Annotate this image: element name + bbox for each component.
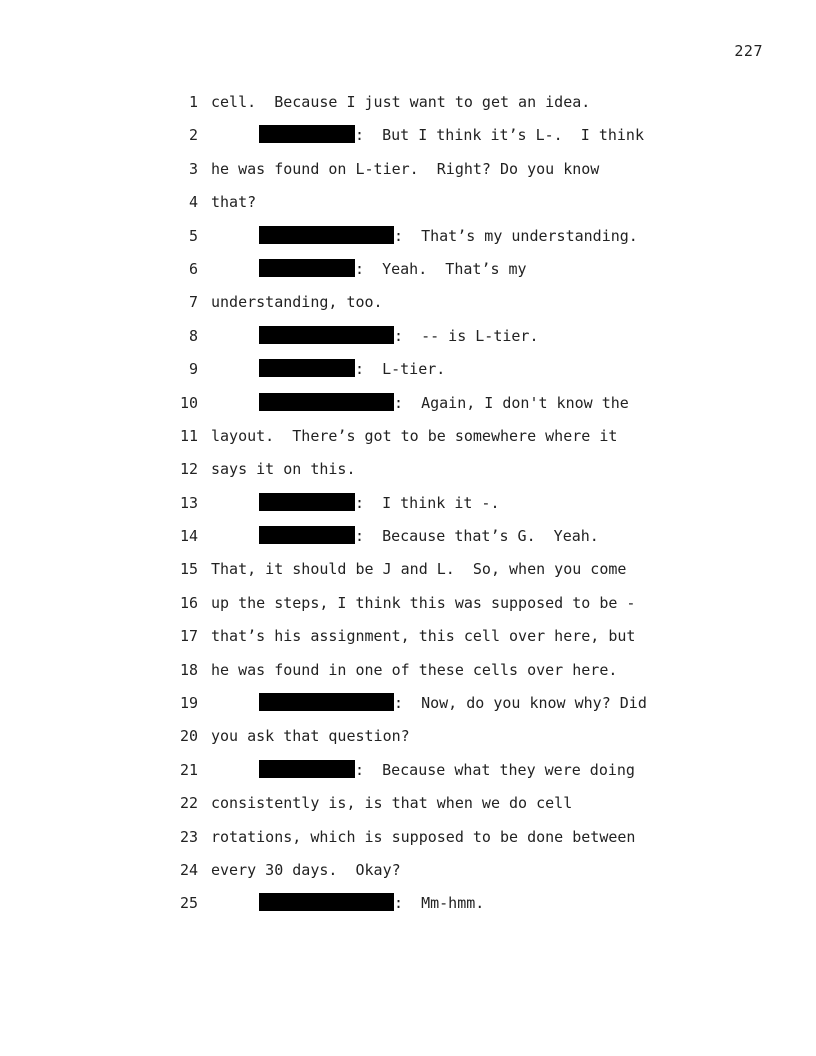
line-text-container (259, 353, 445, 386)
line-text: rotations, which is supposed to be done between (211, 827, 636, 846)
line-text: that’s his assignment, this cell over here, but (211, 627, 636, 646)
redacted-speaker-name (259, 259, 355, 277)
line-text-container (211, 620, 635, 653)
line-text-container (259, 387, 629, 420)
transcript-line (0, 119, 816, 152)
transcript-line (0, 854, 816, 887)
transcript-line (0, 754, 816, 787)
line-number: 9 (188, 360, 198, 379)
redacted-speaker-name (259, 393, 394, 411)
line-number: 21 (179, 760, 198, 779)
line-text-container (259, 754, 635, 787)
line-text-container (259, 887, 484, 920)
line-text-container (211, 420, 617, 453)
line-number: 3 (188, 159, 198, 178)
line-text-container (259, 320, 539, 353)
line-number: 6 (188, 259, 198, 278)
line-text-container (211, 587, 635, 620)
transcript-line (0, 286, 816, 319)
line-text: : But I think it’s L-. I think (355, 126, 644, 145)
transcript-line (0, 320, 816, 353)
line-text: : L-tier. (355, 360, 446, 379)
line-text: : I think it -. (355, 493, 500, 512)
line-text-container (259, 520, 599, 553)
line-text: understanding, too. (211, 293, 383, 312)
line-text-container (259, 487, 500, 520)
line-text-container (259, 687, 647, 720)
line-number: 12 (179, 460, 198, 479)
line-text-container (211, 153, 599, 186)
transcript-line (0, 453, 816, 486)
transcript-line (0, 620, 816, 653)
line-text: That, it should be J and L. So, when you come (211, 560, 627, 579)
line-text: cell. Because I just want to get an idea. (211, 93, 591, 111)
line-text-container (211, 821, 635, 854)
line-number: 16 (179, 593, 198, 612)
redacted-speaker-name (259, 226, 394, 244)
line-number: 5 (188, 226, 198, 245)
line-text: that? (211, 193, 257, 212)
line-text: layout. There’s got to be somewhere where it (211, 426, 618, 445)
line-text-container (211, 787, 572, 820)
line-text-container (211, 654, 617, 687)
line-number: 22 (179, 794, 198, 813)
page-number: 227 (734, 42, 763, 60)
line-text: says it on this. (211, 460, 356, 479)
transcript-line (0, 654, 816, 687)
line-number: 18 (179, 660, 198, 679)
transcript-line (0, 420, 816, 453)
line-number: 24 (179, 860, 198, 879)
redacted-speaker-name (259, 693, 394, 711)
transcript-line (0, 487, 816, 520)
line-text: every 30 days. Okay? (211, 860, 401, 879)
line-number: 2 (188, 126, 198, 145)
transcript-line (0, 520, 816, 553)
transcript-line (0, 387, 816, 420)
line-number: 4 (188, 193, 198, 212)
redacted-speaker-name (259, 359, 355, 377)
line-text-container (211, 720, 410, 753)
transcript-line (0, 553, 816, 586)
line-text: he was found on L-tier. Right? Do you know (211, 159, 600, 178)
line-text: : Mm-hmm. (394, 894, 485, 913)
line-number: 8 (188, 326, 198, 345)
line-number: 15 (179, 560, 198, 579)
redacted-speaker-name (259, 893, 394, 911)
transcript-line (0, 253, 816, 286)
line-number: 20 (179, 727, 198, 746)
line-text-container (259, 220, 638, 253)
line-number: 10 (179, 393, 198, 412)
line-text-container (211, 86, 590, 119)
line-number: 1 (188, 93, 198, 111)
transcript-line (0, 720, 816, 753)
line-text-container (211, 453, 356, 486)
line-number: 17 (179, 627, 198, 646)
redacted-speaker-name (259, 125, 355, 143)
transcript-line (0, 821, 816, 854)
line-text: consistently is, is that when we do cell (211, 794, 573, 813)
line-text: : -- is L-tier. (394, 326, 539, 345)
line-text: you ask that question? (211, 727, 410, 746)
line-number: 13 (179, 493, 198, 512)
line-number: 25 (179, 894, 198, 913)
line-text-container (211, 854, 401, 887)
line-number: 23 (179, 827, 198, 846)
line-number: 14 (179, 527, 198, 546)
transcript-line (0, 153, 816, 186)
transcript-line (0, 687, 816, 720)
transcript-line (0, 186, 816, 219)
line-text: up the steps, I think this was supposed to be - (211, 593, 636, 612)
line-number: 7 (188, 293, 198, 312)
line-text-container (259, 119, 644, 152)
line-number: 19 (179, 694, 198, 713)
line-text: : Because what they were doing (355, 760, 635, 779)
redacted-speaker-name (259, 493, 355, 511)
line-text: : Again, I don't know the (394, 393, 629, 412)
line-text: he was found in one of these cells over here. (211, 660, 618, 679)
transcript-line (0, 587, 816, 620)
line-text-container (211, 186, 256, 219)
transcript-body (0, 86, 816, 921)
line-text: : Because that’s G. Yeah. (355, 527, 599, 546)
line-number: 11 (179, 426, 198, 445)
redacted-speaker-name (259, 526, 355, 544)
line-text-container (211, 553, 626, 586)
transcript-line (0, 220, 816, 253)
transcript-line (0, 86, 816, 119)
line-text-container (259, 253, 527, 286)
transcript-line (0, 353, 816, 386)
transcript-line (0, 787, 816, 820)
line-text: : Now, do you know why? Did (394, 694, 647, 713)
redacted-speaker-name (259, 760, 355, 778)
line-text: : That’s my understanding. (394, 226, 638, 245)
redacted-speaker-name (259, 326, 394, 344)
line-text-container (211, 286, 383, 319)
line-text: : Yeah. That’s my (355, 259, 527, 278)
transcript-line (0, 887, 816, 920)
